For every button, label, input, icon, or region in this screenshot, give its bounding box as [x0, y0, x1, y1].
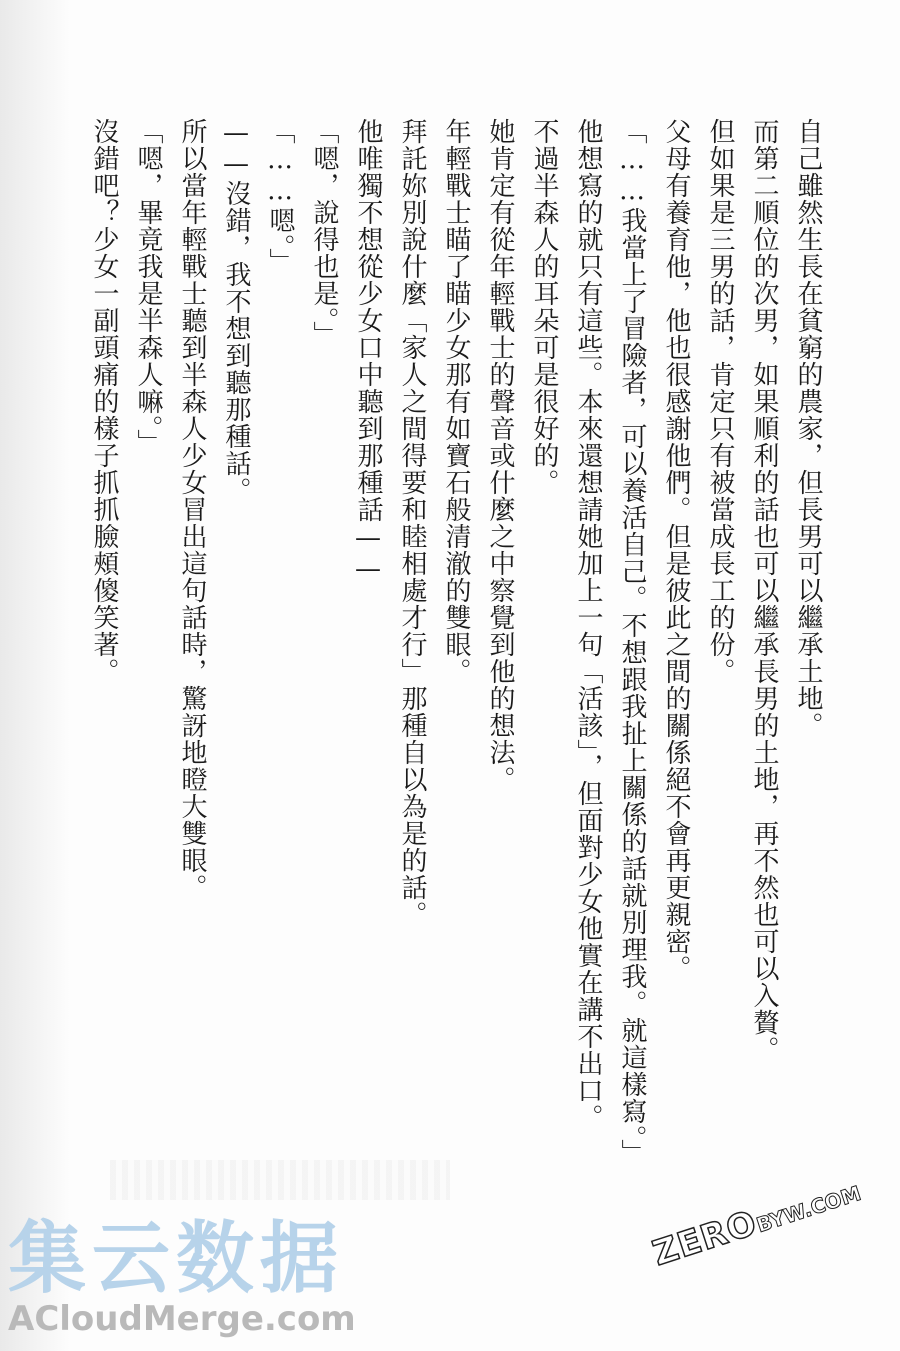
text-line-2: 而第二順位的次男，如果順利的話也可以繼承長男的土地，再不然也可以入贅。	[749, 118, 779, 1063]
text-line-13: 「……嗯。」	[265, 118, 295, 275]
watermark-brand-text: ZERO	[648, 1202, 763, 1275]
text-line-12: 「嗯，說得也是。」	[309, 118, 339, 348]
text-line-6: 他想寫的就只有這些。本來還想請她加上一句「活該」，但面對少女他實在講不出口。	[573, 118, 603, 1131]
text-line-3: 但如果是三男的話，肯定只有被當成長工的份。	[705, 118, 735, 685]
text-line-4: 父母有養育他，他也很感謝他們。但是彼此之間的關係絕不會再更親密。	[661, 118, 691, 982]
text-line-7: 不過半森人的耳朵可是很好的。	[529, 118, 559, 496]
text-line-8: 她肯定有從年輕戰士的聲音或什麼之中察覺到他的想法。	[485, 118, 515, 793]
text-line-16: 「嗯，畢竟我是半森人嘛。」	[133, 118, 163, 456]
page-gutter-shadow	[0, 0, 70, 1351]
faint-scan-artifact	[110, 1160, 450, 1200]
acloudmerge-watermark	[8, 1214, 378, 1339]
text-line-5: 「……我當上了冒險者，可以養活自己。不想跟我扯上關係的話就別理我。就這樣寫。」	[617, 118, 647, 1166]
watermark-chinese-text: 集云数据	[8, 1214, 345, 1304]
text-line-17: 沒錯吧？少女一副頭痛的樣子抓抓臉頰傻笑著。	[89, 118, 119, 685]
text-line-9: 年輕戰士瞄了瞄少女那有如寶石般清澈的雙眼。	[441, 118, 471, 685]
text-line-14: ——沒錯，我不想到聽那種話。	[221, 118, 251, 504]
zerobyw-watermark	[648, 1160, 900, 1302]
text-line-11: 他唯獨不想從少女口中聽到那種話——	[353, 118, 383, 585]
text-line-10: 拜託妳別說什麼「家人之間得要和睦相處才行」那種自以為是的話。	[397, 118, 427, 928]
text-line-15: 所以當年輕戰士聽到半森人少女冒出這句話時，驚訝地瞪大雙眼。	[177, 118, 207, 901]
watermark-domain-text: BYW.COM	[753, 1180, 864, 1238]
text-line-1: 自己雖然生長在貧窮的農家，但長男可以繼承土地。	[793, 118, 823, 739]
vertical-text-block	[84, 118, 828, 1166]
watermark-english-text: ACloudMerge.com	[8, 1299, 356, 1339]
